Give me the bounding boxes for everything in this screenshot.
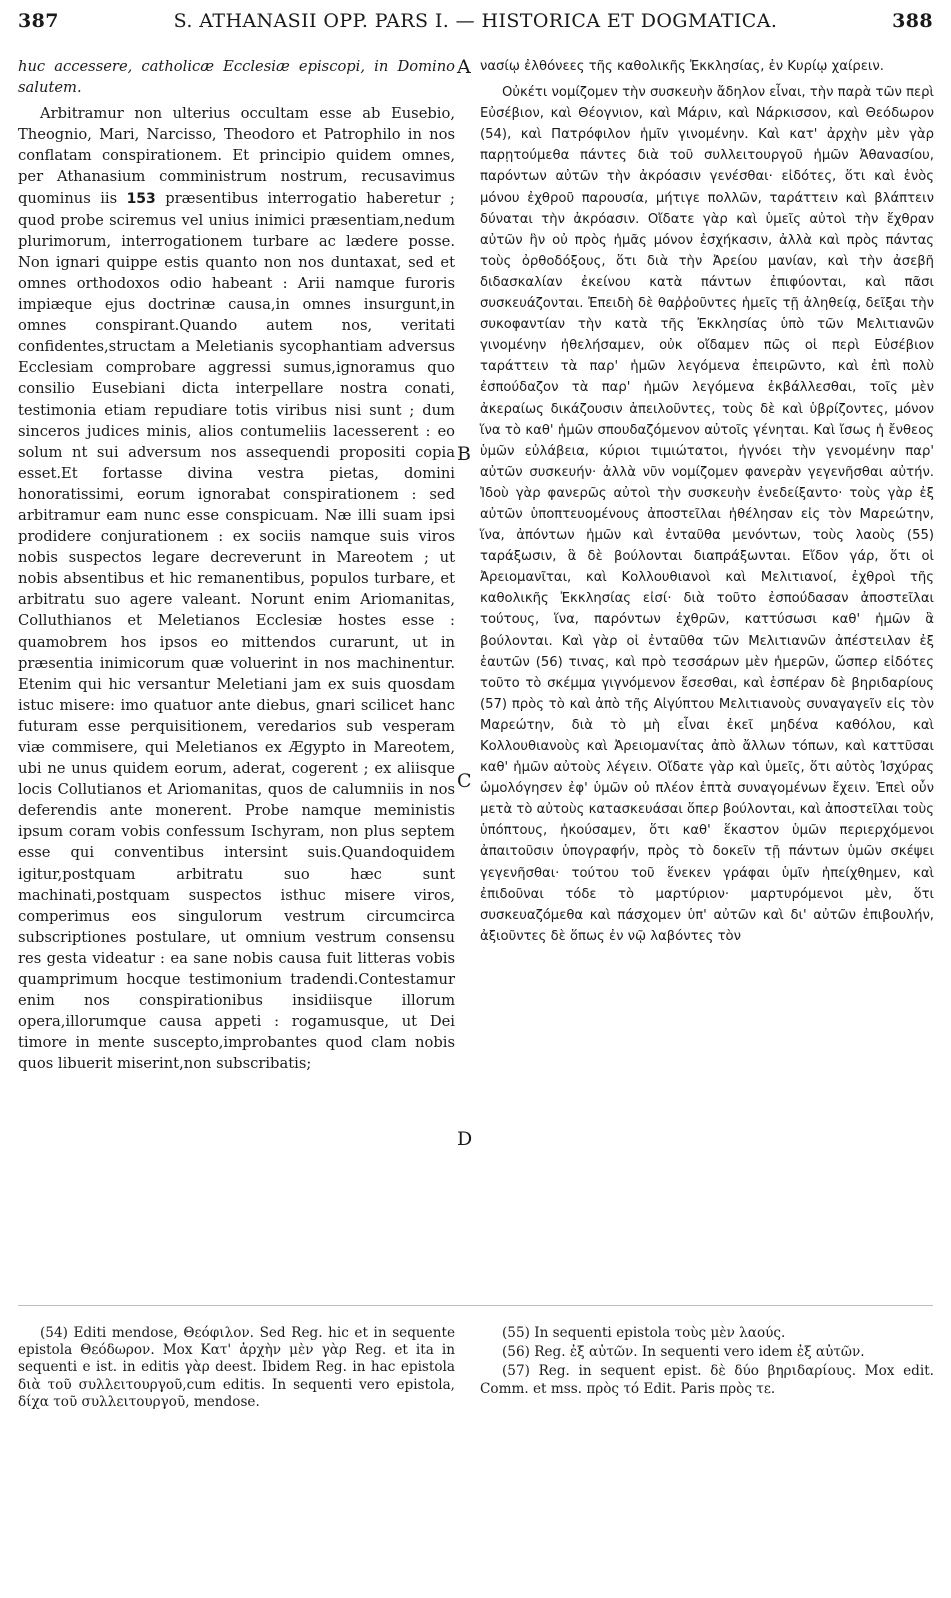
margin-letter-d: D	[457, 1128, 473, 1150]
footnotes-left	[18, 1325, 455, 1413]
footnote-divider	[18, 1305, 933, 1306]
latin-text-part-2: præsentibus interrogatio haberetur ; quod probe sciremus vel unius inimici præsentiam,nedum plurimorum, interrogationem turbare ac lædere posse. Non ignari quippe estis quanto non nos duntaxat, sed et omnes orthodoxos odio habeant : Arii namque furoris impiæque ejus doctrinæ causa,in omnes insurgunt,in omnes conspirant.Quando autem nos, veritati confidentes,structam a Meletianis sycophantiam adversus Ecclesiam comprobare aggressi sumus,ignoramus quo consilio Eusebiani dicta interpellare nostra conati, testimonia etiam repudiare totis viribus nisi sunt ; dum sinceros judices minis, alios contumeliis lacesserent : eo solum nt sui adversum nos assequendi propositi copia esset.Et fortasse divina vestra pietas, domini honoratissimi, eorum ignorabat conspirationem : sed arbitramur eam nunc esse conspicuam. Næ illi suam ipsi prodidere conjurationem : ex sociis namque suis viros nobis suspectos legare decreverunt in Mareotem ; ut nobis absentibus et hic remanentibus, populos turbare, et arbitratu suo agere valeant. Norunt enim Ariomanitas, Colluthianos et Meletianos Ecclesiæ hostes esse : quamobrem hos ipsos eo mittendos curarunt, ut in præsentia inimicorum quæ voluerint in nos machinentur. Etenim qui hic versantur Meletiani jam ex suis quosdam istuc misere: imo quatuor ante diebus, gnari scilicet hanc futuram esse perquisitionem, veredarios sub vesperam viæ commisere, qui Meletianos ex Ægypto in Mareotem, ubi ne unus quidem eorum, aderat, cogerent ; ex aliisque locis Collutianos et Ariomanitas, quos de calumniis in nos deferendis ante monerent. Probe namque meministis ipsum coram vobis confessum Ischyram, non plus septem esse qui conventibus intersint suis.Quandoquidem igitur,postquam arbitratu suo hæc sunt machinati,postquam suspectos isthuc misere viros, comperimus eos singulorum vestrum circumcirca subscriptiones postulare, ut omnium vestrum consensu res gesta videatur : ea sane nobis causa fuit litteras vobis quamprimum hocque testimonium tradendi.Contestamur enim nos conspirationibus insidiisque illorum opera,illorumque causa appeti : rogamusque, ut Dei timore in mente suscepto,improbantes quod clam nobis quos libuerit miserint,non subscribatis;	[18, 189, 455, 1073]
latin-text-part-1: Arbitramur non ulterius occultam esse ab Eusebio, Theognio, Mari, Narcisso, Theodoro et Patrophilo in nos conflatam conspirationem. Et principio quidem omnes, per Athanasium comministrum nostrum, recusavimus quominus iis	[18, 105, 455, 207]
footnotes-right	[480, 1325, 934, 1400]
footnote-56: (56) Reg. ἐξ αὐτῶν. In sequenti vero idem ἐξ αὐτῶν.	[502, 1344, 865, 1361]
running-title: S. ATHANASII OPP. PARS I. — HISTORICA ET DOGMATICA.	[173, 10, 778, 32]
margin-letter-c: C	[457, 770, 472, 792]
latin-salutation: huc accessere, catholicæ Ecclesiæ episcopi, in Domino salutem.	[18, 58, 455, 97]
footnote-57: (57) Reg. in sequent epist. δὲ δύο βηριδαρίους. Mox edit. Comm. et mss. πρὸς τό Edit. Paris πρὸς τε.	[480, 1363, 934, 1397]
running-header	[18, 10, 933, 44]
footnote-55: (55) In sequenti epistola τοὺς μὲν λαούς.	[502, 1325, 786, 1341]
greek-column	[480, 56, 934, 947]
margin-letter-a: A	[457, 56, 471, 78]
latin-column	[18, 56, 455, 1075]
page-number-left: 387	[18, 10, 59, 32]
page-number-right: 388	[892, 10, 933, 32]
greek-salutation: νασίῳ ἐλθόνεες τῆς καθολικῆς Ἐκκλησίας, ἐν Κυρίῳ χαίρειν.	[480, 59, 884, 74]
margin-letter-b: B	[457, 443, 471, 465]
greek-paragraph: Οὐκέτι νομίζομεν τὴν συσκευὴν ἄδηλον εἶναι, τὴν παρὰ τῶν περὶ Εὐσέβιον, καὶ Θέογνιον, καὶ Μάριν, καὶ Νάρκισσον, καὶ Θεόδωρον (54), καὶ Πατρόφιλον ἡμῖν γινομένην. Καὶ κατ' ἀρχὴν μὲν γὰρ παρῃτούμεθα πάντες διὰ τοῦ συλλειτουργοῦ ἡμῶν Ἀθανασίου, παρόντων αὐτῶν τὴν ἀκρόασιν γενέσθαι· εἰδότες, ὅτι καὶ ἑνὸς μόνου ἐχθροῦ παρουσία, μήτιγε πολλῶν, ταράττειν καὶ βλάπτειν δύναται τὴν ἀκρόασιν. Οἴδατε γὰρ καὶ ὑμεῖς αὐτοὶ τὴν ἔχθραν αὐτῶν ἣν οὐ πρὸς ἡμᾶς μόνον ἐσχήκασιν, ἀλλὰ καὶ πρὸς πάντας τοὺς ὀρθοδόξους, ὅτι διὰ τὴν Ἀρείου μανίαν, καὶ τὴν ἀσεβῆ διδασκαλίαν ἐκείνου κατὰ πάντων ἐπιφύονται, καὶ πᾶσι συσκευάζονται. Ἐπειδὴ δὲ θαῤῥοῦντες ἡμεῖς τῇ ἀληθείᾳ, δεῖξαι τὴν συκοφαντίαν τὴν κατὰ τῆς Ἐκκλησίας ὑπὸ τῶν Μελιτιανῶν γινομένην ἠθελήσαμεν, οὐκ οἴδαμεν πῶς οἱ περὶ Εὐσέβιον ταράττειν τὰ παρ' ἡμῶν λεγόμενα ἐπειρῶντο, καὶ ἐπὶ πολὺ ἐσπούδαζον τὰ παρ' ἡμῶν λεγόμενα ἐκβάλλεσθαι, τοῖς μὲν ἀκεραίως δικάζουσιν ἀπειλοῦντες, τοὺς δὲ καὶ ὑβρίζοντες, μόνον ἵνα τὸ καθ' ἡμῶν σπουδαζόμενον αὐτοῖς γένηται. Καὶ ἴσως ἡ ἔνθεος ὑμῶν εὐλάβεια, κύριοι τιμιώτατοι, ἠγνόει τὴν γενομένην παρ' αὐτῶν συσκευήν· ἀλλὰ νῦν νομίζομεν φανερὰν γεγενῆσθαι αὐτήν. Ἰδοὺ γὰρ φανερῶς αὐτοὶ τὴν συσκευὴν ἐνεδείξαντο· τοὺς γὰρ ἐξ αὐτῶν ὑποπτευομένους ἀποστεῖλαι ἠθέλησαν εἰς τὸν Μαρεώτην, ἵνα, ἀπόντων ἡμῶν καὶ ἐνταῦθα μενόντων, τοὺς λαοὺς (55) ταράξωσιν, ἃ δὲ βούλονται διαπράξωνται. Εἴδον γάρ, ὅτι οἱ Ἀρειομανῖται, καὶ Κολλουθιανοὶ καὶ Μελιτιανοί, ἐχθροὶ τῆς καθολικῆς Ἐκκλησίας εἰσί· διὰ τοῦτο ἐσπούδασαν ἀποστεῖλαι τούτους, ἵνα, παρόντων ἐχθρῶν, καττύσωσι καθ' ἡμῶν ἃ βούλονται. Καὶ γὰρ οἱ ἐνταῦθα τῶν Μελιτιανῶν ἀπέστειλαν ἐξ ἑαυτῶν (56) τινας, καὶ πρὸ τεσσάρων μὲν ἡμερῶν, ὥσπερ εἰδότες τοῦτο τὸ σκέμμα γιγνόμενον ἔσεσθαι, καὶ ἑσπέραν δὲ βηριδαρίους (57) πρὸς τὸ καὶ ἀπὸ τῆς Αἰγύπτου Μελιτιανοὺς συναγαγεῖν εἰς τὸν Μαρεώτην, διὰ τὸ μὴ εἶναι ἐκεῖ μηδένα καθόλου, καὶ Κολλουθιανοὺς καὶ Ἀρειομανίτας ἀπὸ ἄλλων τόπων, καὶ καττῦσαι καθ' ἡμῶν αὐτοὺς λέγειν. Οἴδατε γὰρ καὶ ὑμεῖς, ὅτι αὐτὸς Ἰσχύρας ὡμολόγησεν ἐφ' ὑμῶν οὐ πλέον ἑπτὰ συναγομένων ἔχειν. Ἐπεὶ οὖν μετὰ τὸ αὐτοὺς κατασκευάσαι ὅπερ βούλονται, καὶ ἀποστεῖλαι τοὺς ὑπόπτους, ἠκούσαμεν, ὅτι καθ' ἕκαστον ὑμῶν περιερχόμενοι ἀπαιτοῦσιν ὑπογραφήν, πρὸς τὸ δοκεῖν τῇ πάντων ὑμῶν σκέψει γεγενῆσθαι· τούτου τοῦ ἕνεκεν γράφαι ὑμῖν ἠπείχθημεν, καὶ ἐπιδοῦναι τόδε τὸ μαρτύριον· μαρτυρόμενοι μὲν, ὅτι συσκευαζόμεθα καὶ πάσχομεν ὑπ' αὐτῶν καὶ δι' αὐτῶν ἐπιβουλήν, ἀξιοῦντες δὲ ὅπως ἐν νῷ λαβόντες τὸν	[480, 85, 934, 944]
column-marker: 153	[126, 190, 156, 207]
latin-paragraph	[18, 103, 455, 1074]
footnote-54: (54) Editi mendose, Θεόφιλον. Sed Reg. hic et in sequente epistola Θεόδωρον. Mox Κατ' ἀρχὴν μὲν γὰρ Reg. et ita in sequenti e ist. in editis γὰρ deest. Ibidem Reg. in hac epistola διὰ τοῦ συλλειτουργοῦ,cum editis. In sequenti vero epistola, δίχα τοῦ συλλειτουργοῦ, mendose.	[18, 1325, 455, 1410]
